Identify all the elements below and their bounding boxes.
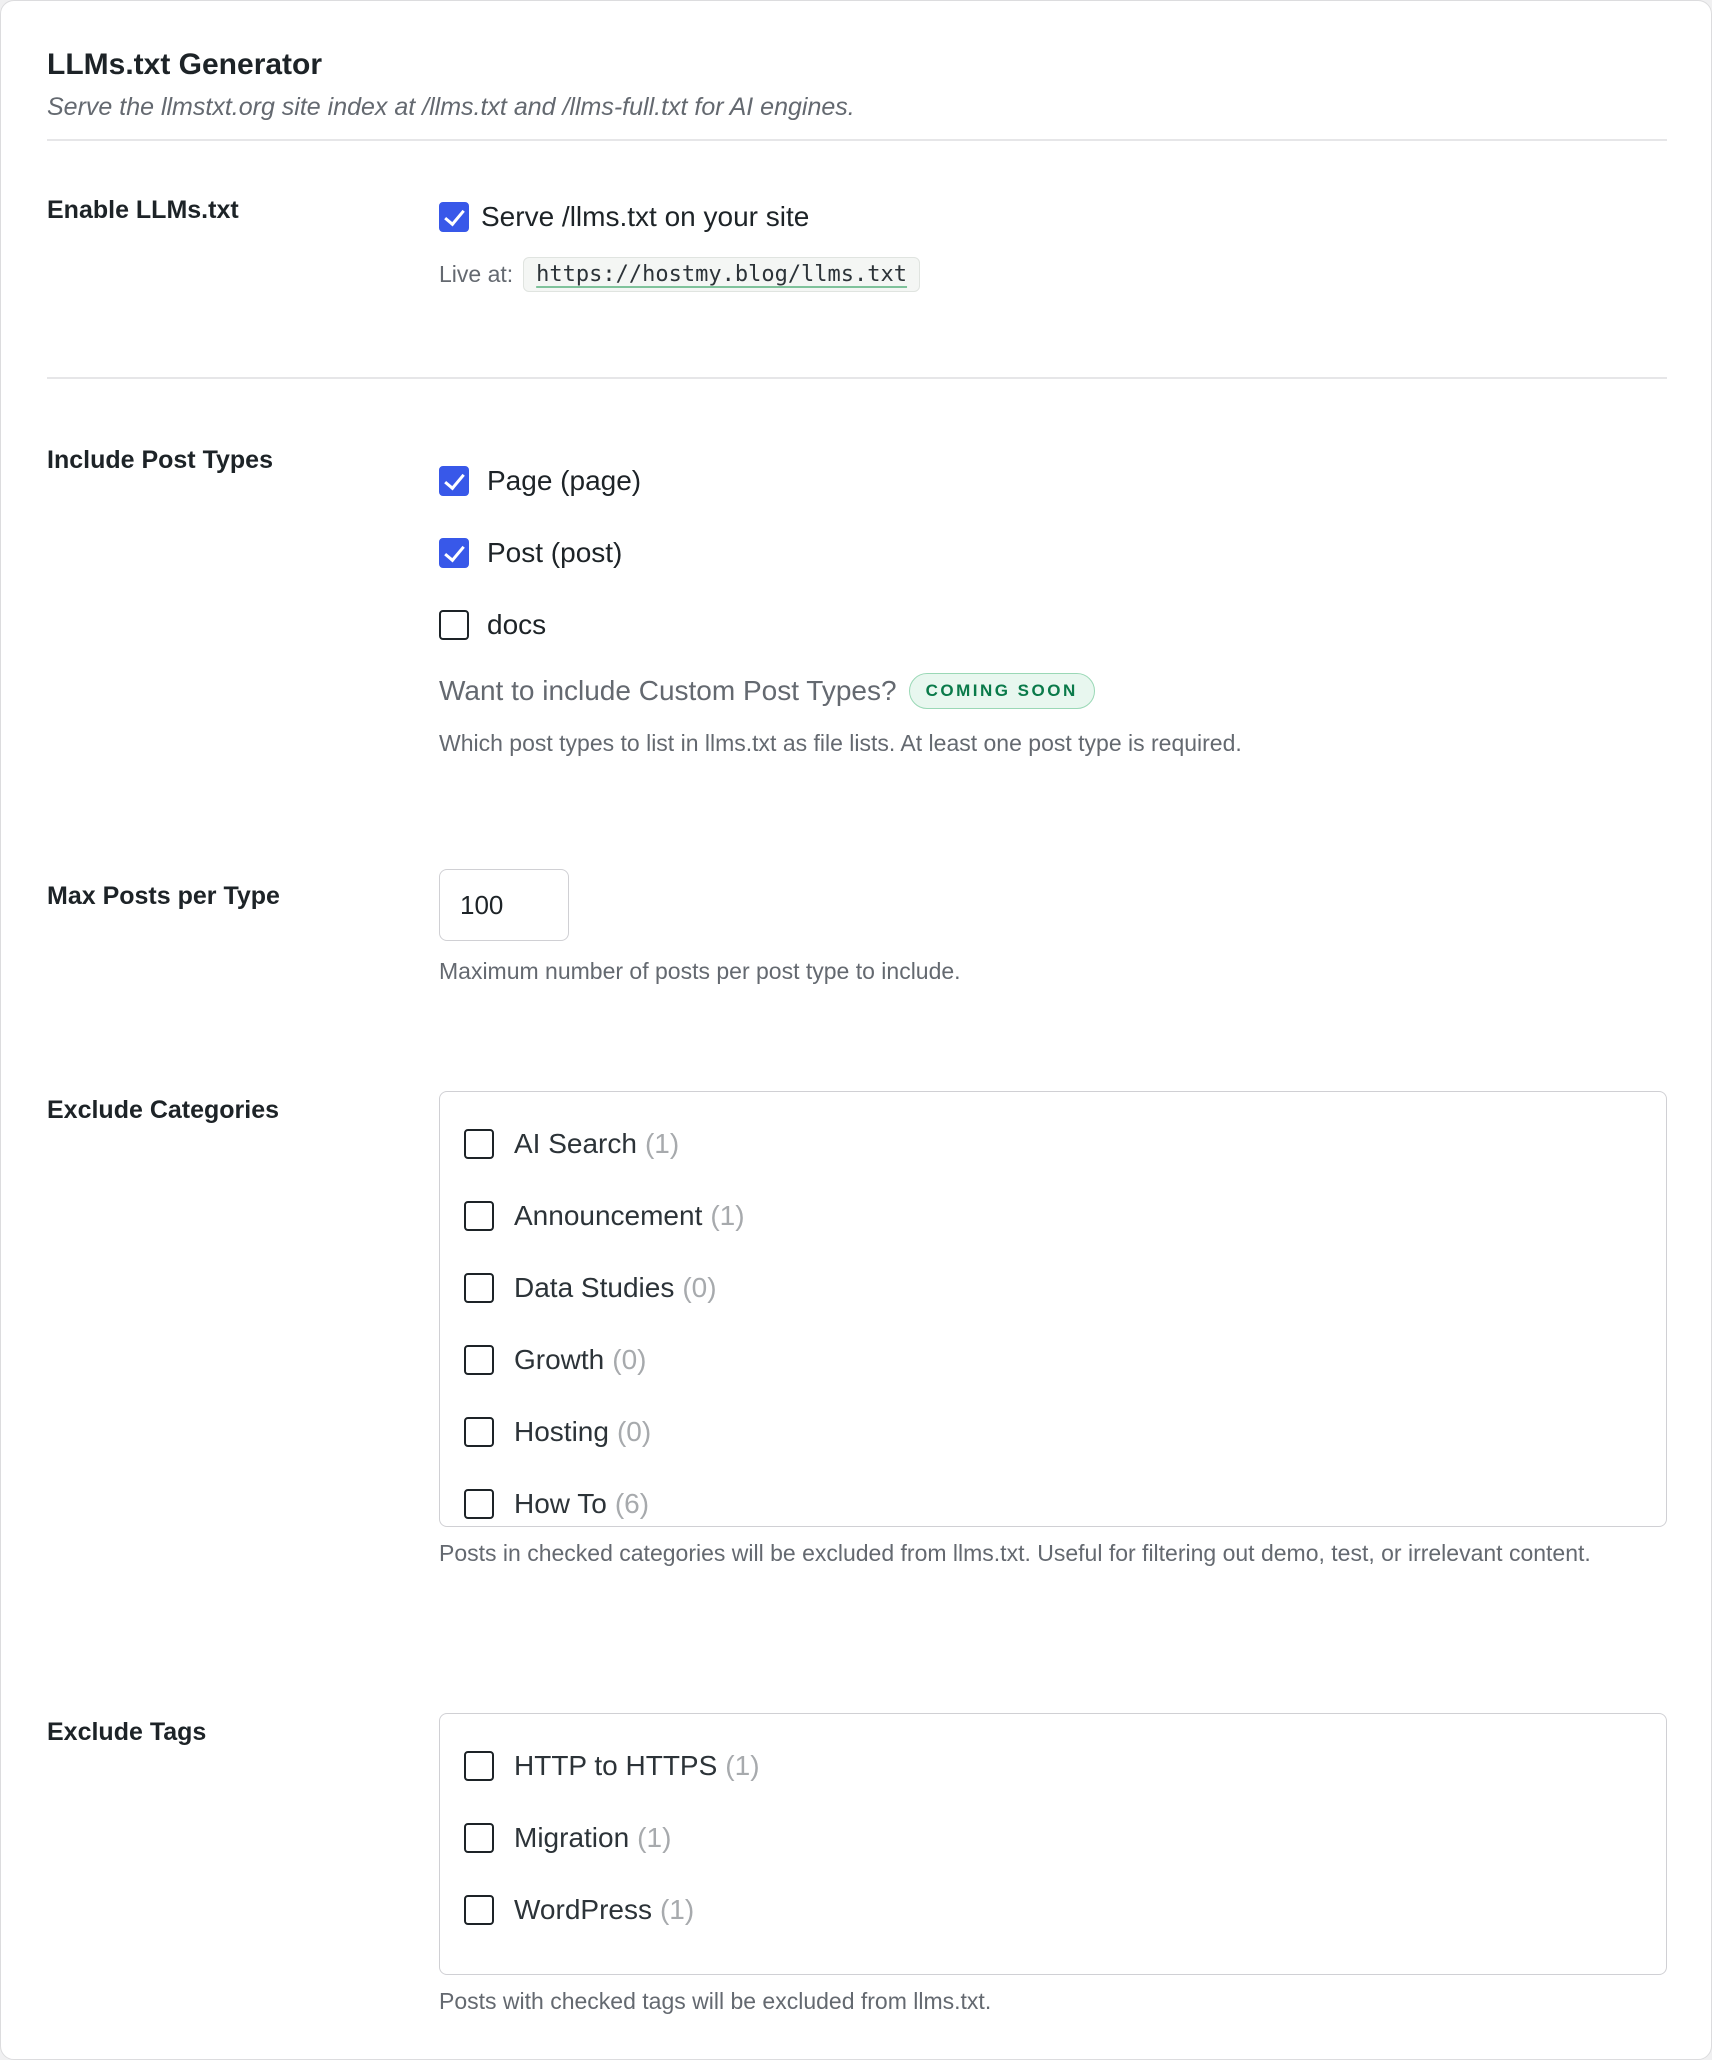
max-posts-help: Maximum number of posts per post type to include. [439,958,961,984]
post-type-docs-checkbox[interactable] [439,610,469,640]
header-divider [47,139,1667,141]
enable-llms-checkbox[interactable] [439,202,469,232]
page-subtitle: Serve the llmstxt.org site index at /llms.txt and /llms-full.txt for AI engines. [47,93,855,121]
category-label: AI Search [514,1128,637,1159]
section-divider [47,377,1667,379]
enable-llms-label: Enable LLMs.txt [47,196,239,224]
category-checkbox[interactable] [464,1273,494,1303]
category-item[interactable] [464,1180,1642,1252]
post-type-docs[interactable] [439,589,1242,661]
post-types-help: Which post types to list in llms.txt as file lists. At least one post type is required. [439,730,1242,756]
post-type-post-label: Post (post) [487,537,623,568]
tag-checkbox[interactable] [464,1823,494,1853]
category-item[interactable] [464,1324,1642,1396]
category-item[interactable] [464,1396,1642,1468]
exclude-tags-label: Exclude Tags [47,1718,207,1746]
category-item[interactable] [464,1108,1642,1180]
max-posts-input[interactable] [439,869,569,941]
category-checkbox[interactable] [464,1489,494,1519]
category-label: Announcement [514,1200,703,1231]
enable-llms-field [439,197,920,292]
exclude-categories-help: Posts in checked categories will be excluded from llms.txt. Useful for filtering out demo, test, or irrelevant content. [439,1540,1591,1566]
tag-item[interactable] [464,1802,1642,1874]
category-count: (0) [616,1416,652,1447]
tags-list[interactable] [439,1713,1667,1975]
category-label: Growth [514,1344,605,1375]
live-url-label: Live at: [439,261,514,287]
tag-checkbox[interactable] [464,1895,494,1925]
category-checkbox[interactable] [464,1345,494,1375]
custom-post-types-row [439,661,1242,721]
live-url-link[interactable]: https://hostmy.blog/llms.txt [523,257,920,292]
category-count: (1) [710,1200,745,1231]
category-item[interactable] [464,1468,1642,1527]
post-type-post-checkbox[interactable] [439,538,469,568]
category-count: (0) [682,1272,717,1303]
tag-item[interactable] [464,1874,1642,1946]
exclude-categories-label: Exclude Categories [47,1096,280,1124]
settings-header [47,45,1667,125]
max-posts-field [439,869,961,989]
tag-count: (1) [659,1894,695,1925]
exclude-categories-field [439,1091,1667,1571]
tag-label: Migration [514,1822,630,1853]
include-post-types-label: Include Post Types [47,446,273,474]
tag-label: HTTP to HTTPS [514,1750,718,1781]
coming-soon-badge: COMING SOON [909,673,1095,709]
category-label: How To [514,1488,607,1519]
category-label: Hosting [514,1416,609,1447]
post-type-page-checkbox[interactable] [439,466,469,496]
enable-llms-checkbox-row[interactable] [439,197,920,237]
categories-list[interactable] [439,1091,1667,1527]
post-types-field [439,445,1242,761]
tag-item[interactable] [464,1730,1642,1802]
tag-count: (1) [637,1822,672,1853]
tag-checkbox[interactable] [464,1751,494,1781]
live-url-row [439,257,920,292]
category-count: (0) [612,1344,647,1375]
tag-label: WordPress [514,1894,652,1925]
category-label: Data Studies [514,1272,675,1303]
exclude-tags-help: Posts with checked tags will be excluded from llms.txt. [439,1988,992,2014]
category-checkbox[interactable] [464,1129,494,1159]
max-posts-label: Max Posts per Type [47,882,280,910]
page-title: LLMs.txt Generator [47,48,323,81]
post-type-page[interactable] [439,445,1242,517]
post-type-page-label: Page (page) [487,465,642,496]
exclude-tags-field [439,1713,1667,2019]
post-type-docs-label: docs [487,609,547,640]
tag-count: (1) [725,1750,760,1781]
custom-post-types-prompt: Want to include Custom Post Types? [439,675,897,706]
post-type-post[interactable] [439,517,1242,589]
category-count: (1) [644,1128,680,1159]
category-checkbox[interactable] [464,1201,494,1231]
enable-llms-checkbox-label: Serve /llms.txt on your site [481,201,810,232]
category-item[interactable] [464,1252,1642,1324]
category-count: (6) [614,1488,650,1519]
category-checkbox[interactable] [464,1417,494,1447]
